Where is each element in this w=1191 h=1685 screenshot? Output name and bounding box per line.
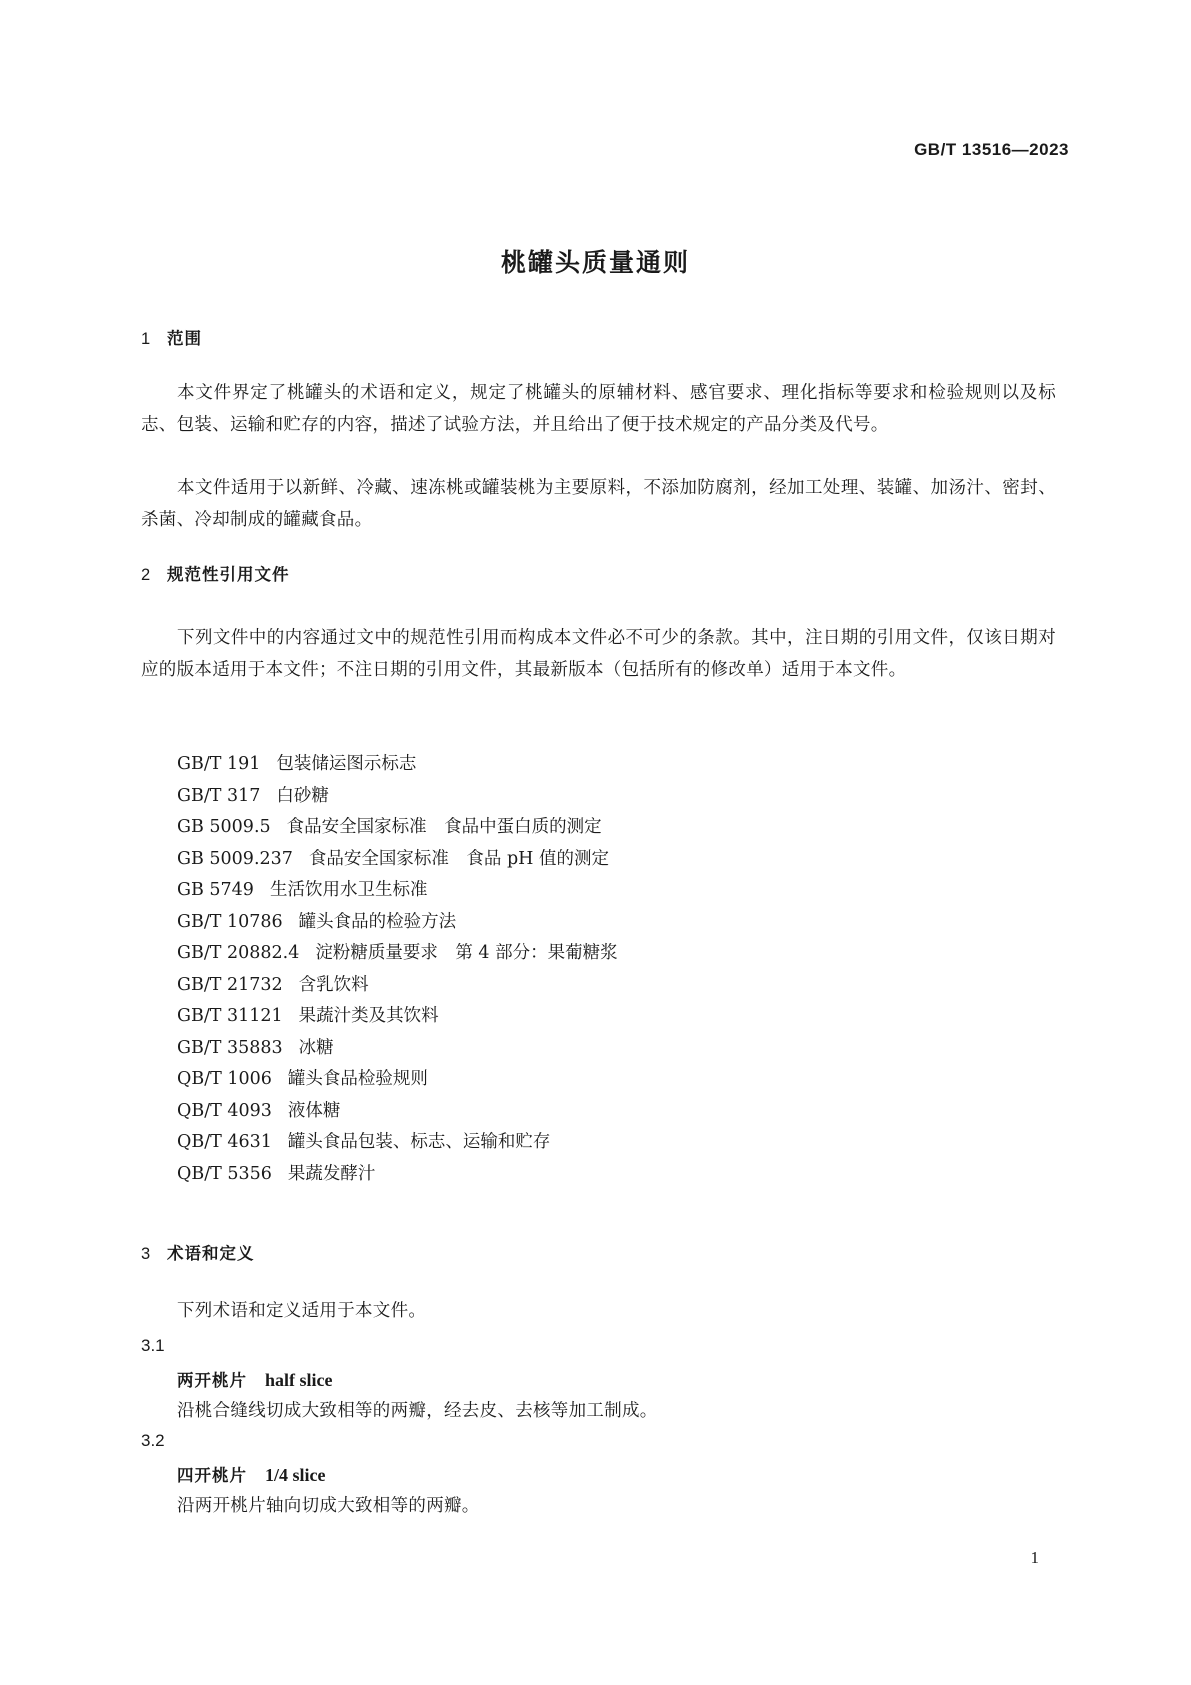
reference-title: 果蔬发酵汁 (287, 1163, 376, 1184)
term-heading (177, 1462, 326, 1486)
list-item (177, 1064, 618, 1096)
reference-title: 食品安全国家标准 食品中蛋白质的测定 (286, 817, 602, 837)
list-item (177, 781, 618, 813)
reference-title: 含乳饮料 (298, 974, 369, 995)
terms-intro-paragraph: 下列术语和定义适用于本文件。 (177, 1301, 427, 1321)
reference-title: 罐头食品的检验方法 (298, 911, 457, 932)
term-definition: 沿桃合缝线切成大致相等的两瓣，经去皮、去核等加工制成。 (177, 1401, 658, 1421)
reference-code: GB/T 191 (177, 754, 261, 774)
reference-title: 生活饮用水卫生标准 (269, 880, 428, 900)
reference-code: QB/T 4093 (177, 1100, 272, 1121)
term-chinese: 两开桃片 (177, 1371, 247, 1390)
section-heading-terms-definitions (141, 1240, 255, 1264)
list-item (177, 1001, 618, 1033)
reference-list (177, 749, 618, 1190)
list-item (177, 1096, 618, 1128)
term-number: 3.1 (141, 1336, 165, 1355)
term-english: half slice (265, 1370, 333, 1390)
section-number: 3 (141, 1245, 152, 1263)
term-number: 3.2 (141, 1431, 165, 1450)
reference-title: 包装储运图示标志 (276, 754, 417, 774)
list-item (177, 1159, 618, 1191)
reference-code: GB/T 20882.4 (177, 943, 300, 963)
section-number: 1 (141, 330, 152, 348)
reference-title: 白砂糖 (276, 785, 329, 806)
list-item (177, 844, 618, 876)
reference-title: 食品安全国家标准 食品 pH 值的测定 (308, 848, 609, 869)
page-number: 1 (1030, 1548, 1039, 1567)
term-heading (177, 1367, 333, 1391)
standard-number: GB/T 13516—2023 (914, 140, 1069, 159)
list-item (177, 749, 618, 781)
reference-title: 罐头食品检验规则 (287, 1069, 428, 1089)
reference-code: GB 5009.237 (177, 848, 293, 869)
section-number: 2 (141, 566, 152, 584)
reference-code: GB/T 35883 (177, 1037, 283, 1058)
reference-code: GB 5749 (177, 880, 254, 900)
section-heading-scope (141, 325, 202, 349)
list-item (177, 938, 618, 970)
term-definition: 沿两开桃片轴向切成大致相等的两瓣。 (177, 1496, 480, 1516)
reference-code: QB/T 1006 (177, 1069, 272, 1089)
reference-code: QB/T 5356 (177, 1163, 272, 1184)
reference-code: QB/T 4631 (177, 1132, 272, 1152)
section-title: 规范性引用文件 (167, 565, 290, 584)
reference-code: GB/T 317 (177, 785, 261, 806)
scope-paragraph-2: 本文件适用于以新鲜、冷藏、速冻桃或罐装桃为主要原料，不添加防腐剂，经加工处理、装罐、加汤汁、密封、杀菌、冷却制成的罐藏食品。 (141, 478, 1056, 530)
section-heading-normative-references (141, 561, 290, 585)
section-title: 术语和定义 (167, 1244, 255, 1263)
list-item (177, 907, 618, 939)
references-intro-paragraph: 下列文件中的内容通过文中的规范性引用而构成本文件必不可少的条款。其中，注日期的引用文件，仅该日期对应的版本适用于本文件；不注日期的引用文件，其最新版本（包括所有的修改单）适用于本文件。 (141, 628, 1056, 680)
list-item (177, 1127, 618, 1159)
term-chinese: 四开桃片 (177, 1466, 247, 1485)
scope-paragraph-1: 本文件界定了桃罐头的术语和定义，规定了桃罐头的原辅材料、感官要求、理化指标等要求和检验规则以及标志、包装、运输和贮存的内容，描述了试验方法，并且给出了便于技术规定的产品分类及代号。 (141, 383, 1056, 435)
reference-title: 罐头食品包装、标志、运输和贮存 (287, 1132, 551, 1152)
reference-code: GB 5009.5 (177, 817, 271, 837)
reference-code: GB/T 21732 (177, 974, 283, 995)
reference-title: 果蔬汁类及其饮料 (298, 1006, 439, 1026)
reference-code: GB/T 31121 (177, 1006, 283, 1026)
section-title: 范围 (167, 329, 202, 348)
reference-title: 冰糖 (298, 1037, 334, 1058)
list-item (177, 875, 618, 907)
list-item (177, 1033, 618, 1065)
reference-code: GB/T 10786 (177, 911, 283, 932)
term-english: 1/4 slice (265, 1465, 326, 1485)
reference-title: 淀粉糖质量要求 第 4 部分：果葡糖浆 (315, 943, 618, 963)
reference-title: 液体糖 (287, 1100, 341, 1121)
document-title: 桃罐头质量通则 (500, 248, 690, 277)
list-item (177, 812, 618, 844)
list-item (177, 970, 618, 1002)
